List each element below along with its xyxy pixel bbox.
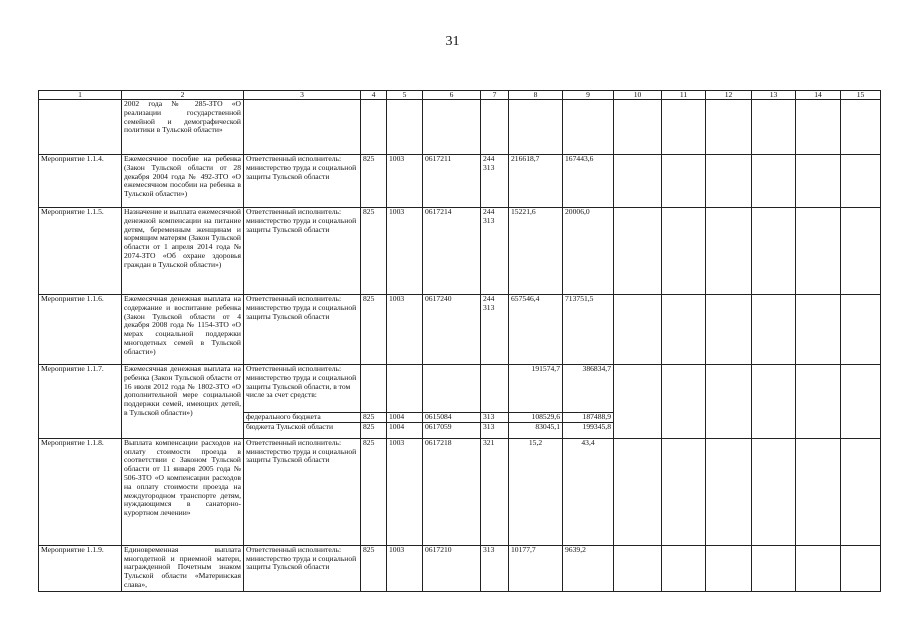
- executor: Ответственный исполнитель: министерство труда и социальной защиты Тульской области: [244, 295, 361, 365]
- cell-csr: 0617059: [423, 422, 481, 438]
- measure-id: Мероприятие 1.1.9.: [39, 545, 122, 591]
- cell-grbs: 825: [361, 438, 387, 545]
- measure-id: Мероприятие 1.1.7.: [39, 365, 122, 439]
- column-number: 12: [706, 91, 752, 100]
- table-row: [39, 438, 881, 545]
- measure-description: Ежемесячное пособие на ребенка (Закон Тульской области от 28 декабря 2004 года № 492-ЗТО «О ежемесячном пособии на ребенка в Тульской области»): [122, 155, 244, 208]
- column-number: 5: [387, 91, 423, 100]
- cell-grbs: 825: [361, 295, 387, 365]
- cell-csr: 0617214: [423, 208, 481, 295]
- cell-rzpr: 1003: [387, 155, 423, 208]
- cell-csr: 0617240: [423, 295, 481, 365]
- executor: Ответственный исполнитель: министерство труда и социальной защиты Тульской области: [244, 438, 361, 545]
- cell-rzpr: 1003: [387, 295, 423, 365]
- cell-rzpr: 1004: [387, 422, 423, 438]
- column-number: 9: [563, 91, 614, 100]
- cell-amount-8: 15221,6: [509, 208, 563, 295]
- cell-rzpr: 1004: [387, 413, 423, 423]
- column-number: 1: [39, 91, 122, 100]
- cell-amount-8: 108529,6: [509, 413, 563, 423]
- executor: [244, 100, 361, 155]
- cell-amount-8: 191574,7: [509, 365, 563, 413]
- cell-rzpr: 1003: [387, 438, 423, 545]
- cell-csr: [423, 100, 481, 155]
- executor: Ответственный исполнитель: министерство труда и социальной защиты Тульской области: [244, 155, 361, 208]
- cell-rzpr: 1003: [387, 208, 423, 295]
- cell-csr: [423, 365, 481, 413]
- column-number: 7: [481, 91, 509, 100]
- cell-vr: 313: [481, 422, 509, 438]
- cell-vr: 244 313: [481, 208, 509, 295]
- cell-rzpr: 1003: [387, 545, 423, 591]
- cell-csr: 0615084: [423, 413, 481, 423]
- program-table: [38, 90, 881, 592]
- cell-vr: [481, 100, 509, 155]
- table-row: [39, 100, 881, 155]
- funding-source: бюджета Тульской области: [244, 422, 361, 438]
- column-number-row: [39, 91, 881, 100]
- cell-amount-9: 43,4: [563, 438, 614, 545]
- table-row: [39, 295, 881, 365]
- executor: Ответственный исполнитель: министерство труда и социальной защиты Тульской области: [244, 545, 361, 591]
- column-number: 15: [841, 91, 881, 100]
- column-number: 11: [662, 91, 706, 100]
- cell-amount-9: 187488,9: [563, 413, 614, 423]
- cell-grbs: 825: [361, 413, 387, 423]
- measure-id: Мероприятие 1.1.6.: [39, 295, 122, 365]
- cell-amount-8: 15,2: [509, 438, 563, 545]
- cell-grbs: 825: [361, 208, 387, 295]
- measure-description: Выплата компенсации расходов на оплату стоимости проезда в соответствии с Законом Тульской области от 11 января 2005 года № 506-ЗТО «О компенсации расходов на оплату стоимости проезда на междугородном транспорте детям, нуждающимся в санаторно-курортном лечении»: [122, 438, 244, 545]
- table-row: [39, 155, 881, 208]
- measure-id: Мероприятие 1.1.4.: [39, 155, 122, 208]
- column-number: 6: [423, 91, 481, 100]
- cell-amount-9: 9639,2: [563, 545, 614, 591]
- cell-vr: 313: [481, 413, 509, 423]
- cell-csr: 0617210: [423, 545, 481, 591]
- measure-description: Ежемесячная денежная выплата на содержание и воспитание ребенка (Закон Тульской области от 4 декабря 2008 года № 1154-ЗТО «О мерах социальной поддержки многодетных семей в Тульской области»): [122, 295, 244, 365]
- column-number: 2: [122, 91, 244, 100]
- measure-description: Назначение и выплата ежемесячной денежной компенсации на питание детям, беременным женщинам и кормящим матерям (Закон Тульской области от 1 апреля 2014 года № 2074-ЗТО «Об охране здоровья граждан в Тульской области»): [122, 208, 244, 295]
- measure-id: Мероприятие 1.1.5.: [39, 208, 122, 295]
- table-row: [39, 365, 881, 413]
- cell-amount-9: 167443,6: [563, 155, 614, 208]
- page-number: 31: [445, 34, 460, 49]
- cell-grbs: [361, 365, 387, 413]
- measure-description: 2002 года № 285-ЗТО «О реализации государственной семейной и демографической политики в Тульской области»: [122, 100, 244, 155]
- cell-amount-8: [509, 100, 563, 155]
- table-row: [39, 545, 881, 591]
- cell-amount-8: 216618,7: [509, 155, 563, 208]
- cell-rzpr: [387, 100, 423, 155]
- cell-grbs: [361, 100, 387, 155]
- cell-vr: 313: [481, 545, 509, 591]
- cell-rzpr: [387, 365, 423, 413]
- cell-csr: 0617211: [423, 155, 481, 208]
- column-number: 14: [796, 91, 841, 100]
- measure-description: Единовременная выплата многодетной и приемной матери, награжденной Почетным знаком Тульской области «Материнская слава»,: [122, 545, 244, 591]
- cell-amount-8: 10177,7: [509, 545, 563, 591]
- cell-vr: 244 313: [481, 295, 509, 365]
- cell-grbs: 825: [361, 545, 387, 591]
- cell-grbs: 825: [361, 422, 387, 438]
- cell-amount-9: 20006,0: [563, 208, 614, 295]
- executor: Ответственный исполнитель: министерство труда и социальной защиты Тульской области, в том числе за счет средств:: [244, 365, 361, 413]
- cell-amount-9: [563, 100, 614, 155]
- funding-source: федерального бюджета: [244, 413, 361, 423]
- measure-id: Мероприятие 1.1.8.: [39, 438, 122, 545]
- measure-id: [39, 100, 122, 155]
- column-number: 3: [244, 91, 361, 100]
- cell-amount-9: 386834,7: [563, 365, 614, 413]
- table-row: [39, 208, 881, 295]
- cell-csr: 0617218: [423, 438, 481, 545]
- cell-amount-9: 713751,5: [563, 295, 614, 365]
- executor: Ответственный исполнитель: министерство труда и социальной защиты Тульской области: [244, 208, 361, 295]
- column-number: 4: [361, 91, 387, 100]
- measure-description: Ежемесячная денежная выплата на ребенка (Закон Тульской области от 16 июля 2012 года № 1802-ЗТО «О дополнительной мере социальной поддержки семей, имеющих детей, в Тульской области»): [122, 365, 244, 439]
- cell-vr: 244 313: [481, 155, 509, 208]
- cell-vr: 321: [481, 438, 509, 545]
- column-number: 8: [509, 91, 563, 100]
- cell-amount-8: 657546,4: [509, 295, 563, 365]
- cell-amount-9: 199345,8: [563, 422, 614, 438]
- cell-vr: [481, 365, 509, 413]
- cell-amount-8: 83045,1: [509, 422, 563, 438]
- column-number: 10: [614, 91, 662, 100]
- column-number: 13: [752, 91, 796, 100]
- cell-grbs: 825: [361, 155, 387, 208]
